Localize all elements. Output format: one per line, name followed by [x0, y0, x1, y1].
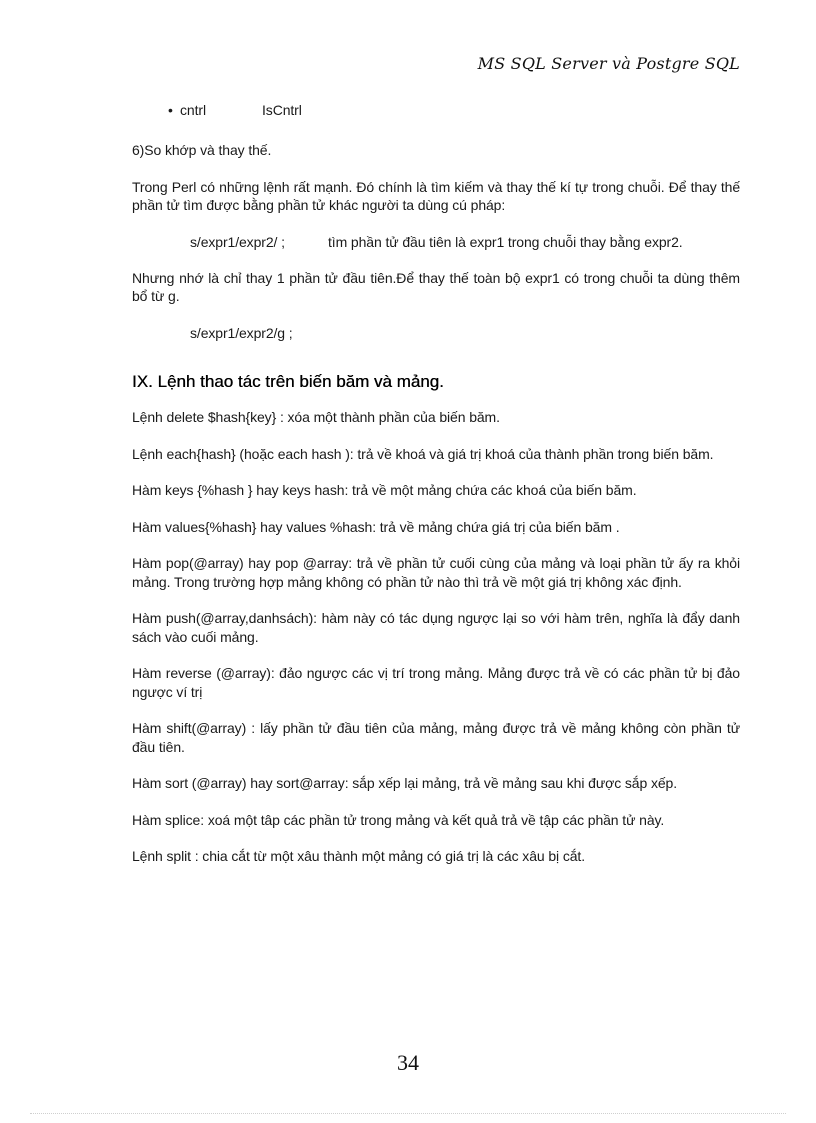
section-9-item: Hàm keys {%hash } hay keys hash: trả về một mảng chứa các khoá của biến băm.: [132, 482, 637, 498]
bullet-dot: •: [168, 102, 173, 118]
syntax-line-2: [132, 324, 740, 342]
section-9-item: Hàm values{%hash} hay values %hash: trả về mảng chứa giá trị của biến băm .: [132, 518, 620, 535]
section-6-note: Nhưng nhớ là chỉ thay 1 phần tử đầu tiên.Để thay thế toàn bộ expr1 có trong chuỗi ta dùng thêm bổ từ g.: [132, 269, 740, 304]
section-9-item: Hàm push(@array,danhsách): hàm này có tác dụng ngược lại so với hàm trên, nghĩa là đẩy danh sách vào cuối mảng.: [132, 610, 740, 645]
section-9-item: Lệnh delete $hash{key} : xóa một thành phần của biến băm.: [132, 409, 500, 425]
bullet-definition: IsCntrl: [262, 102, 302, 118]
section-9-item: Hàm pop(@array) hay pop @array: trả về phần tử cuối cùng của mảng và loại phần tử ấy ra khỏi mảng. Trong trường hợp mảng không có phần tử nào thì trả về một giá trị không xác định.: [132, 555, 740, 590]
section-9-heading: IX. Lệnh thao tác trên biến băm và mảng.: [132, 371, 444, 391]
section-9-item: Lệnh each{hash} (hoặc each hash ): trả về khoá và giá trị khoá của thành phần trong biến băm.: [132, 445, 714, 462]
bullet-term: cntrl: [180, 102, 206, 118]
page-number: 34: [397, 1050, 419, 1075]
section-9-item: Lệnh split : chia cắt từ một xâu thành một mảng có giá trị là các xâu bị cắt.: [132, 848, 586, 864]
syntax-code-1: s/expr1/expr2/ ;: [190, 233, 285, 250]
page-body: [132, 101, 740, 884]
running-header: MS SQL Server và Postgre SQL: [477, 54, 740, 73]
syntax-explanation-1: tìm phần tử đầu tiên là expr1 trong chuỗi thay bằng expr2.: [328, 233, 683, 250]
syntax-code-2: s/expr1/expr2/g ;: [190, 324, 293, 341]
page-bottom-divider: [30, 1113, 786, 1114]
section-9-item: Hàm sort (@array) hay sort@array: sắp xếp lại mảng, trả về mảng sau khi được sắp xếp.: [132, 775, 678, 791]
syntax-line-1: [132, 233, 740, 251]
bullet-item: [132, 101, 740, 119]
section-9-item: Hàm splice: xoá một tâp các phần tử trong mảng và kết quả trả về tập các phần tử này.: [132, 811, 665, 828]
section-6-heading: 6)So khớp và thay thế.: [132, 142, 272, 158]
section-9-item: Hàm shift(@array) : lấy phần tử đầu tiên của mảng, mảng được trả về mảng không còn phần tử đầu tiên.: [132, 720, 740, 755]
section-6-intro: Trong Perl có những lệnh rất mạnh. Đó chính là tìm kiếm và thay thế kí tự trong chuỗi. Để thay thế phần tử tìm được bằng phần tử khác người ta dùng cú pháp:: [132, 178, 740, 213]
section-9-item: Hàm reverse (@array): đảo ngược các vị trí trong mảng. Mảng được trả về có các phần tử bị đảo ngược ví trị: [132, 665, 740, 700]
